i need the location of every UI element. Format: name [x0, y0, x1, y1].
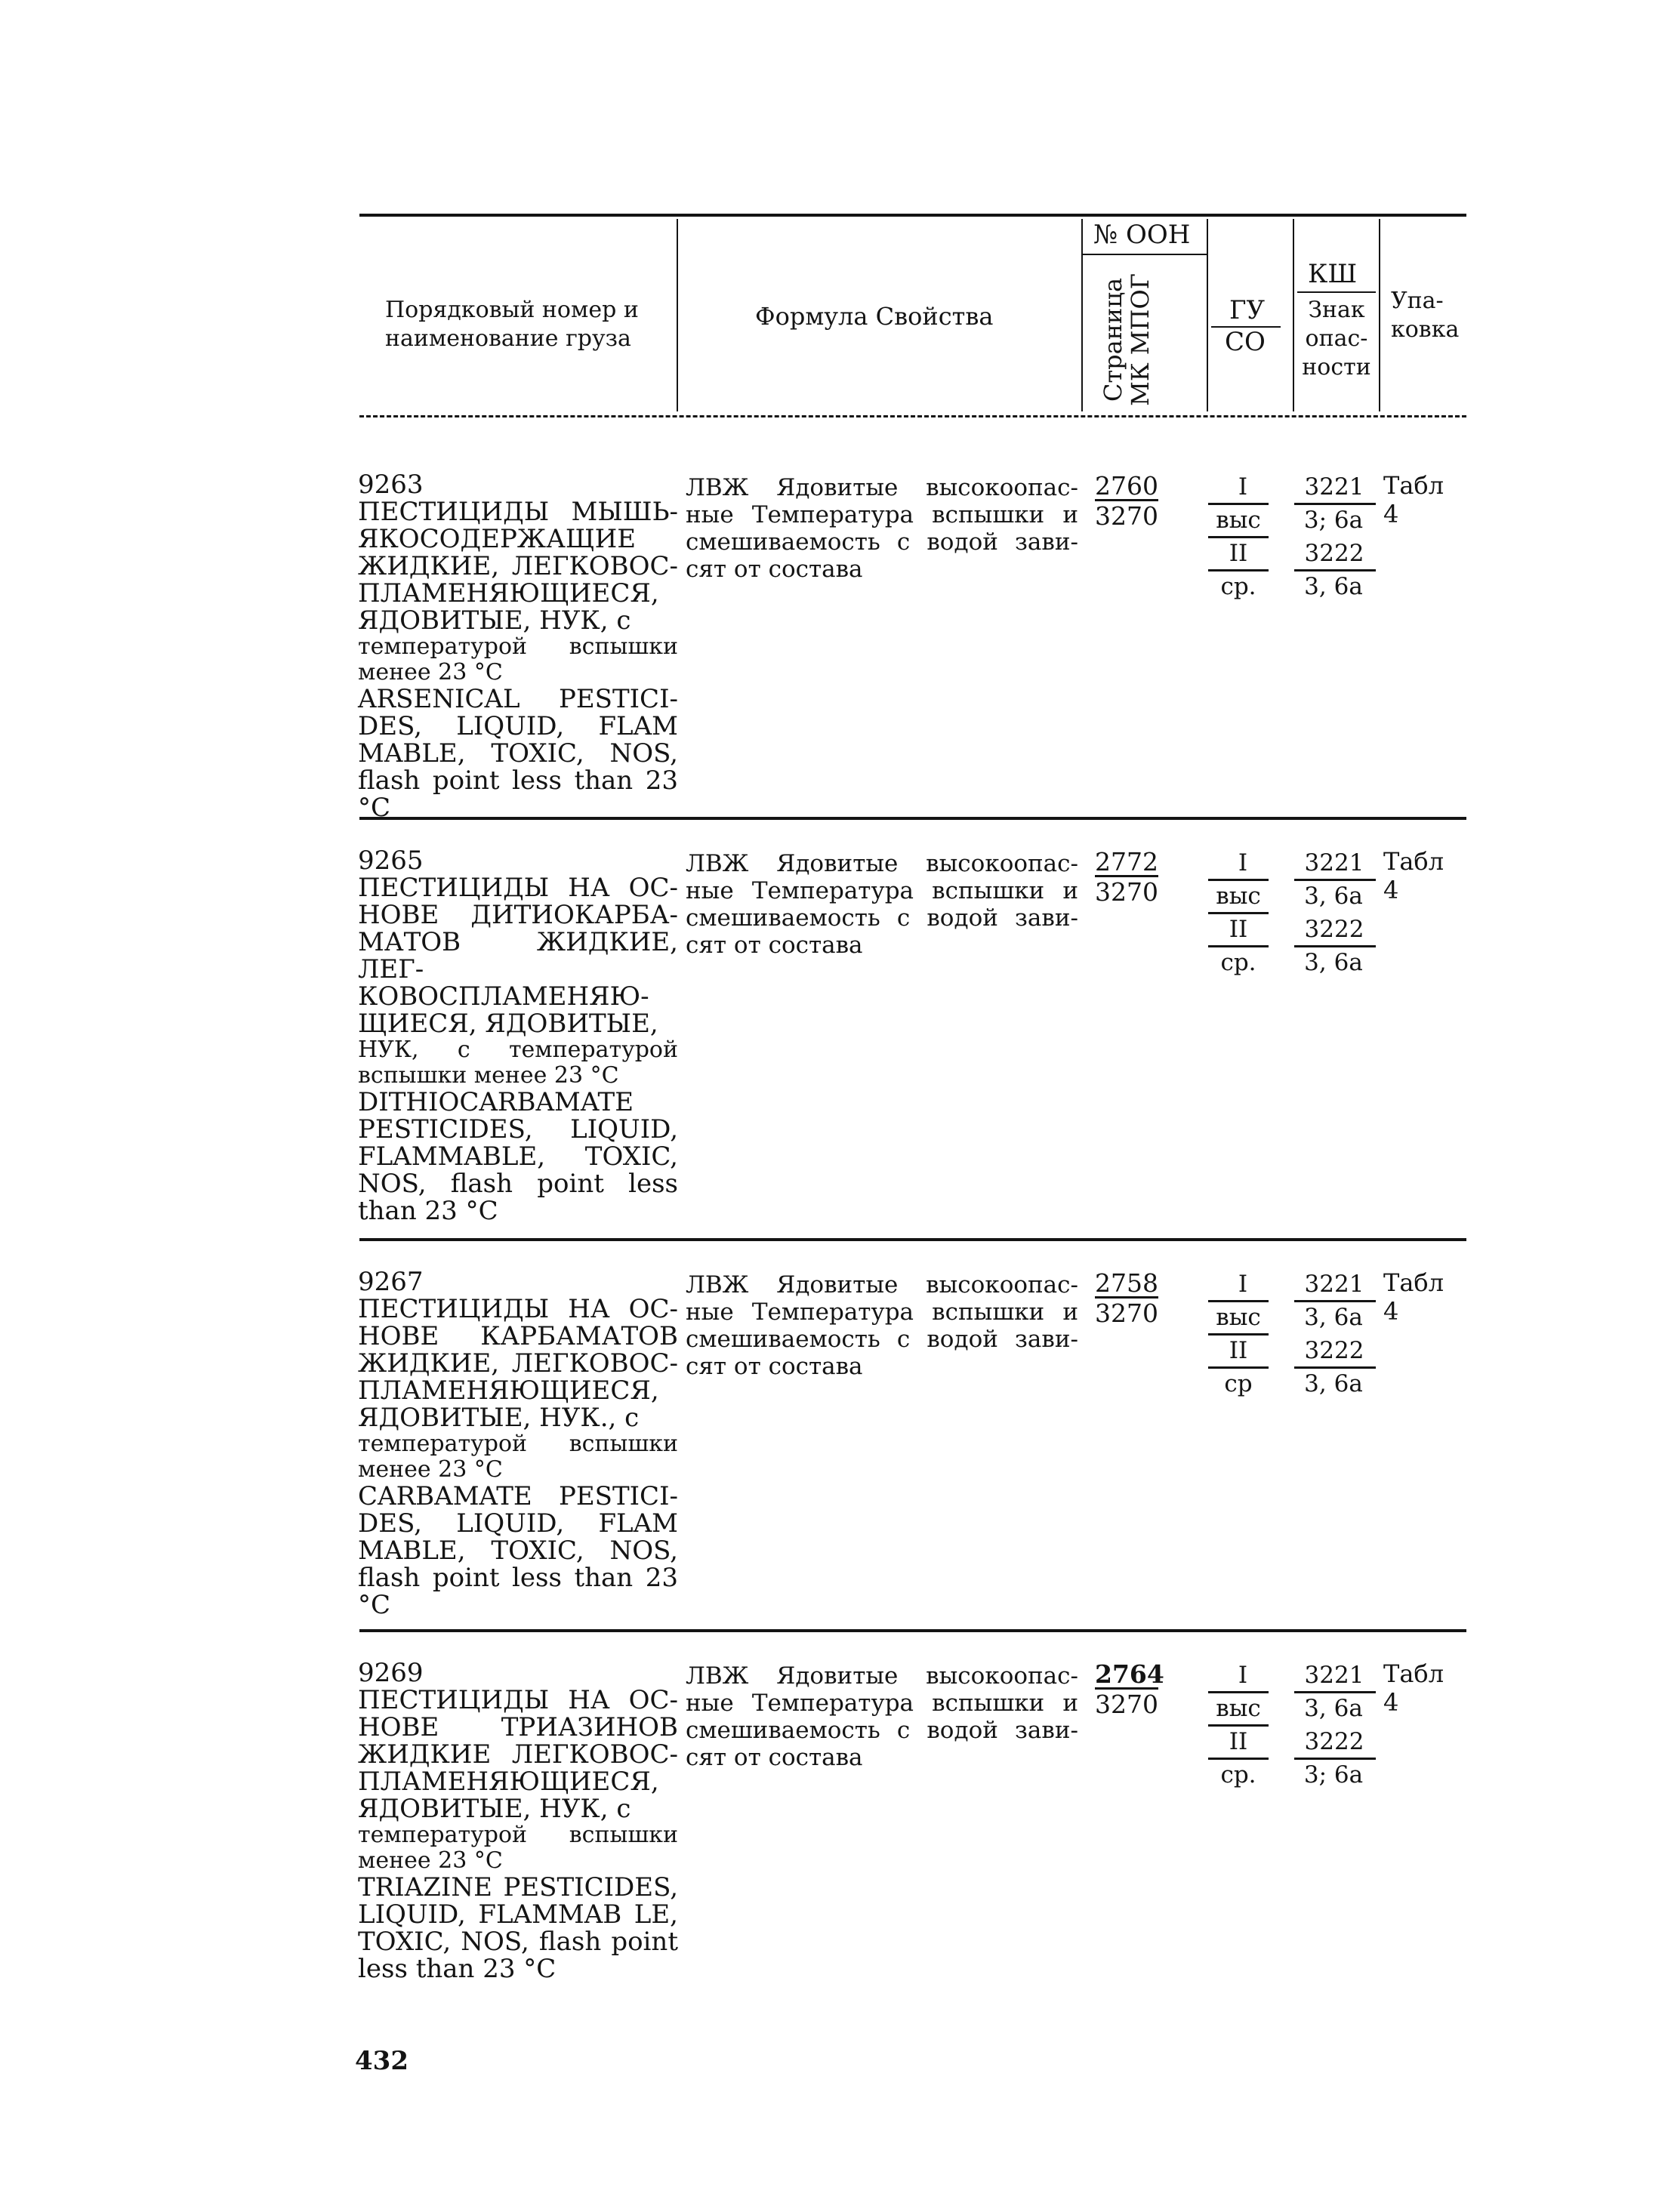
cargo-code: 9263 [358, 470, 424, 500]
co-2: ср. [1220, 573, 1256, 600]
cargo-flash-ru: температурой вспышки менее 23 °С [358, 633, 678, 685]
header-un-number: № ООН [1093, 220, 1191, 250]
cargo-properties: ЛВЖ Ядовитые высокоопас-ные Температура вспышки и смешиваемость с водой зави-сят от состава [686, 474, 1078, 583]
co-1: выс [1216, 1304, 1261, 1331]
header-cargo-name: Порядковый номер и наименование груза [385, 297, 639, 352]
header-divider [1293, 219, 1294, 411]
sign-2: 3; 6а [1303, 1761, 1364, 1788]
header-ksh-divider [1297, 291, 1376, 293]
cargo-name [358, 1268, 678, 1619]
ksh-1: 3221 [1304, 1662, 1364, 1689]
sign-1: 3, 6а [1304, 1304, 1363, 1331]
cargo-flash-ru: температурой вспышки менее 23 °С [358, 1431, 678, 1483]
un-number [1095, 1268, 1158, 1329]
cargo-name [358, 1659, 678, 1982]
gu-2: II [1229, 1337, 1248, 1364]
gu-1: I [1238, 473, 1248, 501]
header-un-divider [1083, 254, 1207, 255]
co-2: ср. [1220, 1761, 1256, 1788]
packaging-table: Табл [1383, 471, 1444, 500]
ksh-2: 3222 [1304, 1337, 1364, 1364]
packaging [1383, 1659, 1444, 1717]
co-1: выс [1216, 883, 1261, 910]
packaging-number: 4 [1383, 1688, 1399, 1717]
sign-2: 3, 6а [1304, 1370, 1363, 1397]
ksh-1: 3221 [1304, 1271, 1364, 1298]
packaging-table: Табл [1383, 1268, 1444, 1297]
header-ksh: КШ [1308, 259, 1358, 289]
header-hazard-sign: Знак опас-ности [1302, 297, 1371, 380]
sign-2: 3, 6а [1304, 573, 1363, 600]
un-number [1095, 471, 1158, 531]
cargo-name-ru: ПЕСТИЦИДЫ МЫШЬ-ЯКОСОДЕРЖАЩИЕ ЖИДКИЕ, ЛЕГКОВОС-ПЛАМЕНЯЮЩИЕСЯ, ЯДОВИТЫЕ, НУК, с [358, 497, 678, 636]
cargo-flash-ru: температурой вспышки менее 23 °С [358, 1822, 678, 1874]
cargo-name [358, 847, 678, 1225]
page-value: 3270 [1095, 1690, 1158, 1719]
ksh-1: 3221 [1304, 473, 1364, 501]
un-value: 2764 [1095, 1659, 1164, 1689]
cargo-name [358, 471, 678, 821]
page-value: 3270 [1095, 1299, 1158, 1328]
cargo-name-en: TRIAZINE PESTICIDES, LIQUID, FLAMMAB LE, TOXIC, NOS, flash point less than 23 °C [358, 1872, 678, 1984]
header-top-rule [359, 214, 1466, 217]
sign-1: 3, 6а [1304, 883, 1363, 910]
header-divider [677, 219, 678, 411]
cargo-properties: ЛВЖ Ядовитые высокоопас-ные Температура вспышки и смешиваемость с водой зави-сят от состава [686, 1271, 1078, 1380]
un-value: 2772 [1095, 847, 1158, 876]
cargo-code: 9269 [358, 1658, 424, 1688]
packaging-table: Табл [1383, 1659, 1444, 1688]
cargo-properties: ЛВЖ Ядовитые высокоопас-ные Температура вспышки и смешиваемость с водой зави-сят от состава [686, 850, 1078, 959]
header-divider [1207, 219, 1208, 411]
cargo-flash-ru: НУК, с температурой вспышки менее 23 °С [358, 1037, 678, 1089]
ksh-2: 3222 [1304, 540, 1364, 567]
header-bottom-rule [359, 415, 1466, 417]
sign-1: 3, 6а [1304, 1695, 1363, 1722]
page-number: 432 [355, 2046, 409, 2076]
co-1: выс [1216, 1695, 1261, 1722]
ksh-1: 3221 [1304, 849, 1364, 876]
un-value: 2760 [1095, 471, 1158, 501]
cargo-properties: ЛВЖ Ядовитые высокоопас-ные Температура вспышки и смешиваемость с водой зави-сят от состава [686, 1662, 1078, 1771]
packaging-number: 4 [1383, 1297, 1399, 1326]
cargo-name-ru: ПЕСТИЦИДЫ НА ОС-НОВЕ КАРБАМАТОВ ЖИДКИЕ, ЛЕГКОВОС-ПЛАМЕНЯЮЩИЕСЯ, ЯДОВИТЫЕ, НУК., с [358, 1294, 678, 1433]
header-divider [1379, 219, 1380, 411]
header-packaging: Упа-ковка [1391, 288, 1460, 343]
header-page-label: Страница МК МПОГ [1099, 273, 1155, 406]
cargo-code: 9267 [358, 1267, 424, 1297]
packaging [1383, 847, 1444, 904]
packaging-number: 4 [1383, 876, 1399, 904]
cargo-name-en: ARSENICAL PESTICI-DES, LIQUID, FLAM MABLE, TOXIC, NOS, flash point less than 23 °C [358, 684, 678, 823]
packaging [1383, 471, 1444, 528]
ksh-2: 3222 [1304, 916, 1364, 943]
gu-1: I [1238, 1271, 1248, 1298]
gu-1: I [1238, 1662, 1248, 1689]
co-1: выс [1216, 507, 1261, 534]
sign-1: 3; 6а [1303, 507, 1364, 534]
gu-2: II [1229, 916, 1248, 943]
ksh-2: 3222 [1304, 1728, 1364, 1755]
un-number [1095, 847, 1158, 907]
cargo-name-en: CARBAMATE PESTICI-DES, LIQUID, FLAM MABLE, TOXIC, NOS, flash point less than 23 °C [358, 1481, 678, 1620]
page-value: 3270 [1095, 877, 1158, 907]
co-2: ср [1224, 1370, 1253, 1397]
cargo-code: 9265 [358, 846, 424, 876]
un-number [1095, 1659, 1164, 1720]
packaging-table: Табл [1383, 847, 1444, 876]
entry-separator [359, 1629, 1466, 1632]
header-gu: ГУ [1229, 295, 1266, 325]
gu-2: II [1229, 1728, 1248, 1755]
cargo-name-ru: ПЕСТИЦИДЫ НА ОС-НОВЕ ДИТИОКАРБА-МАТОВ ЖИДКИЕ, ЛЕГ-КОВОСПЛАМЕНЯЮ-ЩИЕСЯ, ЯДОВИТЫЕ, [358, 873, 678, 1039]
header-formula: Формула Свойства [755, 302, 994, 331]
packaging [1383, 1268, 1444, 1326]
header-co: СО [1225, 327, 1266, 357]
page-value: 3270 [1095, 501, 1158, 531]
cargo-name-ru: ПЕСТИЦИДЫ НА ОС-НОВЕ ТРИАЗИНОВ ЖИДКИЕ ЛЕГКОВОС-ПЛАМЕНЯЮЩИЕСЯ, ЯДОВИТЫЕ, НУК, с [358, 1685, 678, 1824]
co-2: ср. [1220, 949, 1256, 976]
header-divider [1081, 219, 1083, 411]
packaging-number: 4 [1383, 500, 1399, 528]
gu-1: I [1238, 849, 1248, 876]
un-value: 2758 [1095, 1268, 1158, 1298]
entry-separator [359, 1238, 1466, 1241]
gu-2: II [1229, 540, 1248, 567]
sign-2: 3, 6а [1304, 949, 1363, 976]
cargo-name-en: DITHIOCARBAMATE PESTICIDES, LIQUID, FLAMMABLE, TOXIC, NOS, flash point less than 23 °C [358, 1087, 678, 1226]
